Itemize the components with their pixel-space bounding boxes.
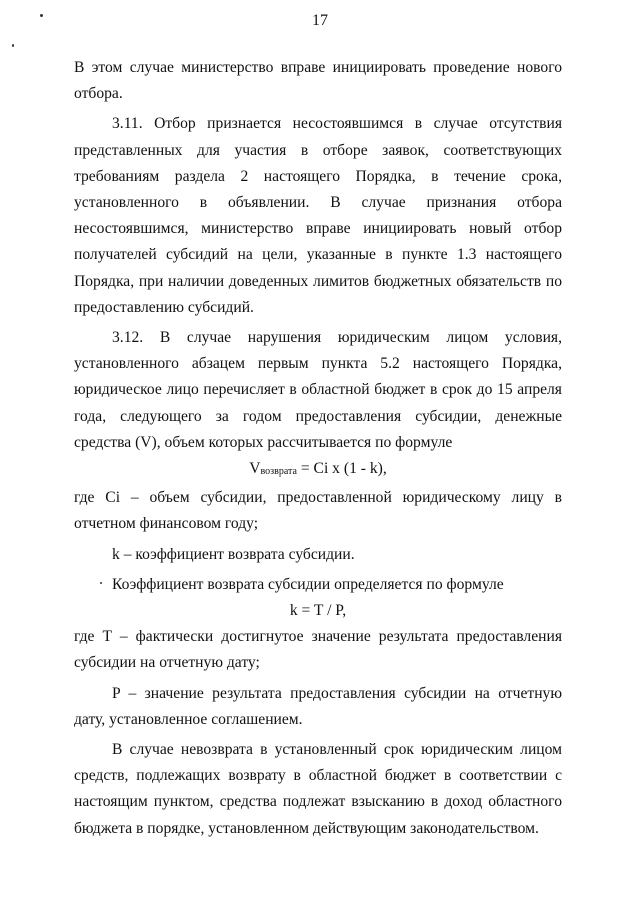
page-number: 17 — [312, 12, 328, 29]
document-body — [74, 55, 562, 842]
formula-return-volume — [74, 456, 562, 485]
paragraph-3-12: 3.12. В случае нарушения юридическим лицом условия, установленного абзацем первым пункта 5.2 настоящего Порядка, юридическое лицо перечисляет в областной бюджет в срок до 15 апреля года, следующего за годом предоставления субсидии, денежные средства (V), объем которых рассчитывается по формуле — [74, 329, 562, 451]
formula-coefficient: k = T / P, — [289, 602, 347, 620]
paragraph-t-definition: где T – фактически достигнутое значение результата предоставления субсидии на отчетную дату; — [74, 628, 562, 672]
paragraph-p-definition: P – значение результата предоставления субсидии на отчетную дату, установленное соглашением. — [74, 684, 562, 728]
scan-speck — [12, 44, 14, 47]
formula-expression: = Ci x (1 - k), — [296, 460, 387, 478]
paragraph-ci-definition: где Ci – объем субсидии, предоставленной юридическому лицу в отчетном финансовом году; — [74, 489, 562, 533]
formula-variable: V — [249, 460, 261, 478]
paragraph-new-selection: В этом случае министерство вправе инициировать проведение нового отбора. — [74, 59, 562, 103]
paragraph-k-definition: k – коэффициент возврата субсидии. — [112, 545, 355, 563]
formula-subscript: возврата — [260, 466, 297, 478]
paragraph-3-11: 3.11. Отбор признается несостоявшимся в случае отсутствия представленных для участия в отборе заявок, соответствующих требованиям раздела 2 настоящего Порядка, в течение срока, установленного в объявлении. В случае признания отбора несостоявшимся, министерство вправе инициировать новый отбор получателей субсидий на цели, указанные в пункте 1.3 настоящего Порядка, при наличии доведенных лимитов бюджетных обязательств по предоставлению субсидий. — [74, 115, 562, 316]
paragraph-coefficient-intro: Коэффициент возврата субсидии определяется по формуле — [112, 575, 504, 593]
paragraph-non-return: В случае невозврата в установленный срок юридическим лицом средств, подлежащих возврату в областной бюджет в соответствии с настоящим пунктом, средства подлежат взысканию в доход областного бюджета в порядке, установленном действующим законодательством. — [74, 741, 562, 837]
